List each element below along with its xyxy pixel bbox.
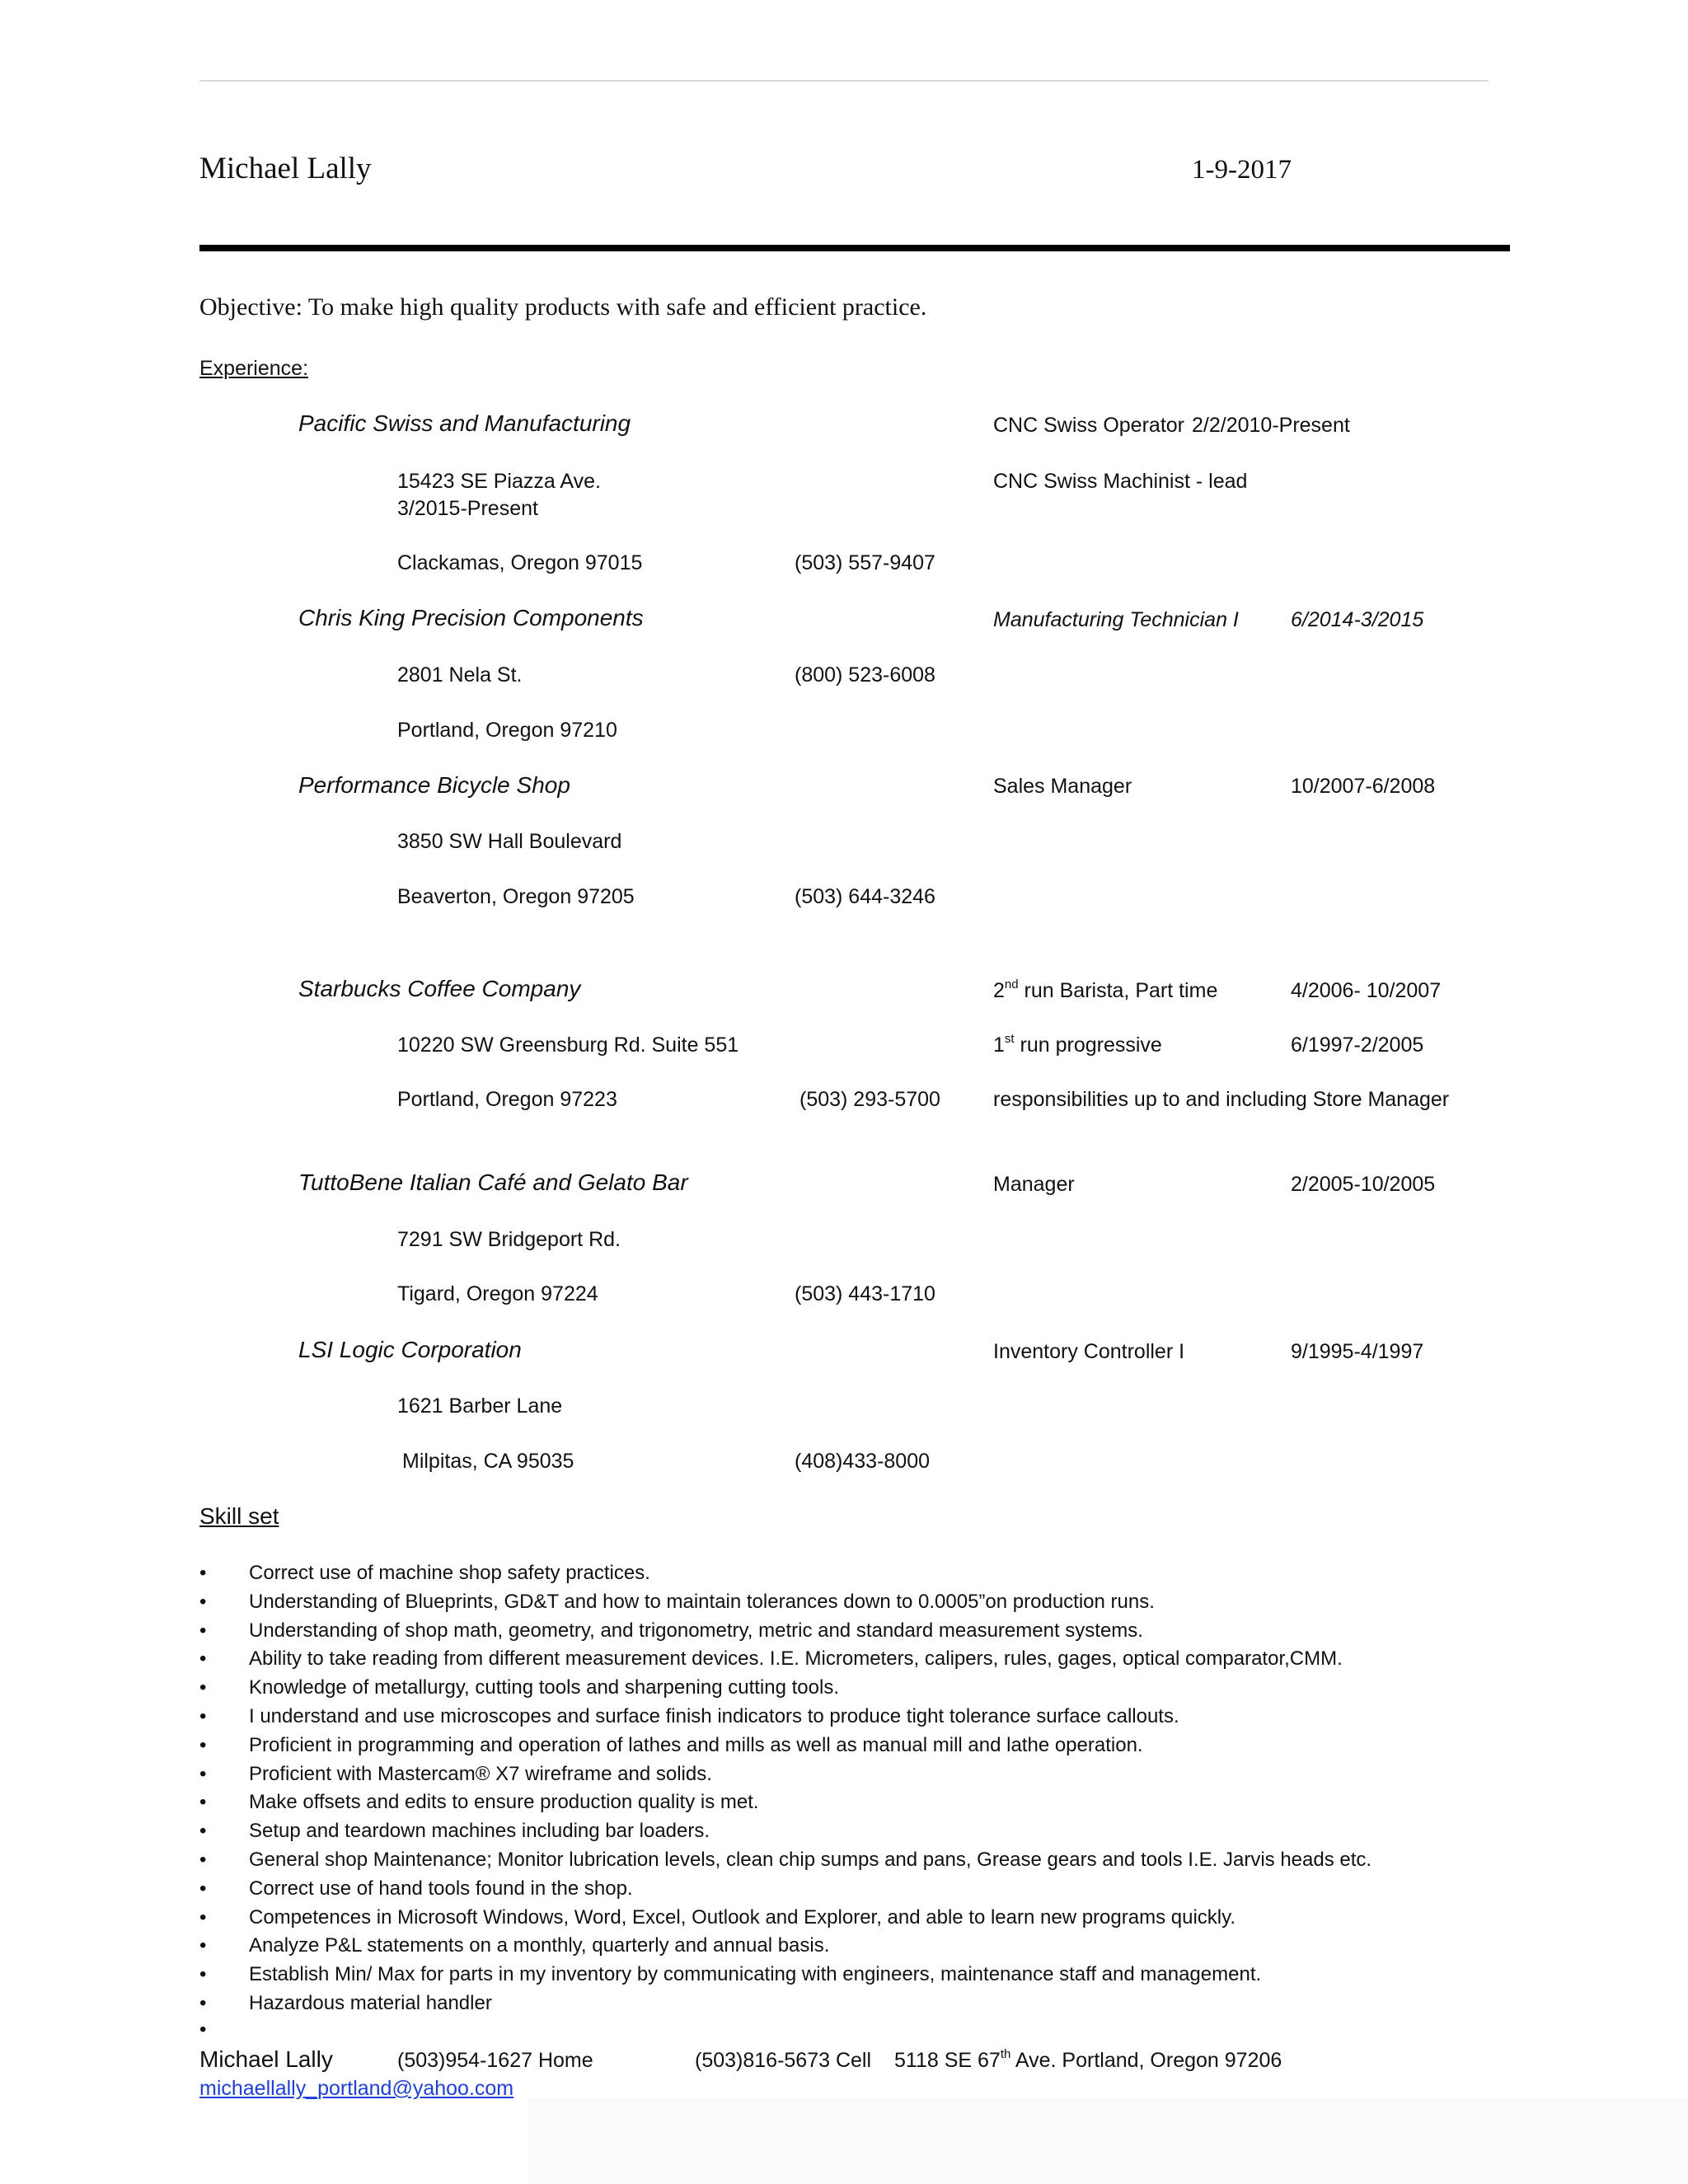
job-title-secondary: 1st run progressive [993,1032,1162,1057]
skills-heading: Skill set [199,1503,279,1529]
company-name: Starbucks Coffee Company [298,976,581,1001]
skill-item: • Knowledge of metallurgy, cutting tools and sharpening cutting tools. [199,1674,1518,1703]
bullet-icon: • [199,1963,207,1986]
header-divider [199,245,1510,251]
company-name: TuttoBene Italian Café and Gelato Bar [298,1169,688,1195]
skill-item: • Establish Min/ Max for parts in my inventory by communicating with engineers, maintenance staff and management. [199,1961,1518,1990]
skill-item: • I understand and use microscopes and surface finish indicators to produce tight tolerance surface callouts. [199,1703,1518,1732]
company-city: Portland, Oregon 97210 [397,719,617,742]
company-phone: (503) 293-5700 [799,1088,940,1111]
company-address: 1621 Barber Lane [397,1394,563,1418]
page-corner-shade [528,2097,1688,2184]
skill-item: • Hazardous material handler [199,1990,1518,2018]
skill-item: • Correct use of machine shop safety practices. [199,1559,1518,1588]
bullet-icon: • [199,1762,207,1785]
skill-item: • Make offsets and edits to ensure production quality is met. [199,1788,1518,1817]
bullet-icon: • [199,1877,207,1900]
job-dates-secondary: 3/2015-Present [397,497,538,520]
experience-heading: Experience: [199,357,309,380]
job-title: CNC Swiss Operator [993,414,1184,437]
skill-item: • Competences in Microsoft Windows, Word, Excel, Outlook and Explorer, and able to learn new programs quickly. [199,1904,1518,1933]
company-name: Pacific Swiss and Manufacturing [298,410,631,436]
company-address: 2801 Nela St. [397,663,523,687]
company-name: Performance Bicycle Shop [298,772,570,798]
skill-item: • Understanding of shop math, geometry, and trigonometry, metric and standard measurement systems. [199,1617,1518,1646]
bullet-icon: • [199,1619,207,1642]
footer-cell-phone: (503)816-5673 Cell [695,2049,872,2072]
header-name: Michael Lally [199,152,372,185]
bullet-icon: • [199,1676,207,1699]
company-city: Tigard, Oregon 97224 [397,1282,598,1305]
company-phone: (408)433-8000 [795,1450,931,1473]
bullet-icon: • [199,1905,207,1929]
job-dates: 2/2005-10/2005 [1291,1173,1436,1196]
company-phone: (503) 443-1710 [795,1282,935,1305]
header-date: 1-9-2017 [1192,155,1292,185]
skill-item: • Setup and teardown machines including bar loaders. [199,1817,1518,1846]
company-city: Milpitas, CA 95035 [402,1450,574,1473]
top-divider [199,80,1489,82]
skill-item: • Proficient with Mastercam® X7 wireframe and solids. [199,1760,1518,1789]
bullet-icon: • [199,1934,207,1957]
job-title: 2nd run Barista, Part time [993,977,1218,1002]
bullet-icon: • [199,1820,207,1843]
company-city: Beaverton, Oregon 97205 [397,885,635,908]
job-title: Manufacturing Technician I [993,608,1239,631]
bullet-icon: • [199,1991,207,2014]
company-city: Portland, Oregon 97223 [397,1088,617,1111]
bullet-icon: • [199,1647,207,1671]
company-name: LSI Logic Corporation [298,1337,522,1362]
job-dates: 4/2006- 10/2007 [1291,979,1442,1002]
email-link[interactable]: michaellally_portland@yahoo.com [199,2077,514,2100]
company-city: Clackamas, Oregon 97015 [397,551,643,574]
skill-item: • Understanding of Blueprints, GD&T and how to maintain tolerances down to 0.0005”on production runs. [199,1588,1518,1617]
skill-item: • General shop Maintenance; Monitor lubrication levels, clean chip sumps and pans, Grease gears and tools I.E. Jarvis heads etc. [199,1846,1518,1875]
company-address: 15423 SE Piazza Ave. [397,470,601,493]
job-title: Inventory Controller I [993,1340,1185,1363]
footer-name: Michael Lally [199,2046,333,2072]
job-title: Sales Manager [993,775,1132,798]
skill-item: • Ability to take reading from different measurement devices. I.E. Micrometers, calipers, rules, gages, optical comparator,CMM. [199,1645,1518,1674]
company-address: 10220 SW Greensburg Rd. Suite 551 [397,1033,739,1057]
company-phone: (503) 644-3246 [795,885,935,908]
company-address: 3850 SW Hall Boulevard [397,830,622,853]
bullet-icon: • [199,1590,207,1613]
company-phone: (503) 557-9407 [795,551,935,574]
bullet-icon: • [199,1791,207,1814]
bullet-icon: • [199,1848,207,1871]
objective-text: Objective: To make high quality products with safe and efficient practice. [199,293,927,321]
job-dates: 10/2007-6/2008 [1291,775,1436,798]
bullet-icon: • [199,1733,207,1756]
skill-item: • Proficient in programming and operation of lathes and mills as well as manual mill and lathe operation. [199,1732,1518,1760]
bullet-icon: • [199,1562,207,1584]
job-title: Manager [993,1173,1075,1196]
skill-item: • Correct use of hand tools found in the shop. [199,1875,1518,1904]
job-note: responsibilities up to and including Store Manager [993,1088,1450,1111]
skills-list [199,1559,1518,2041]
job-dates: 6/2014-3/2015 [1291,608,1424,631]
skill-item: • Analyze P&L statements on a monthly, quarterly and annual basis. [199,1932,1518,1961]
company-name: Chris King Precision Components [298,605,644,630]
skill-item [199,2018,1518,2041]
company-phone: (800) 523-6008 [795,663,935,687]
job-title-secondary: CNC Swiss Machinist - lead [993,470,1248,493]
company-address: 7291 SW Bridgeport Rd. [397,1228,621,1251]
job-dates: 9/1995-4/1997 [1291,1340,1424,1363]
bullet-icon: • [199,1704,207,1727]
footer-home-phone: (503)954-1627 Home [397,2049,593,2072]
job-dates-secondary: 6/1997-2/2005 [1291,1033,1424,1057]
job-dates: 2/2/2010-Present [1192,414,1350,437]
footer-address: 5118 SE 67th Ave. Portland, Oregon 97206 [894,2047,1282,2072]
bullet-icon: • [199,2018,207,2041]
